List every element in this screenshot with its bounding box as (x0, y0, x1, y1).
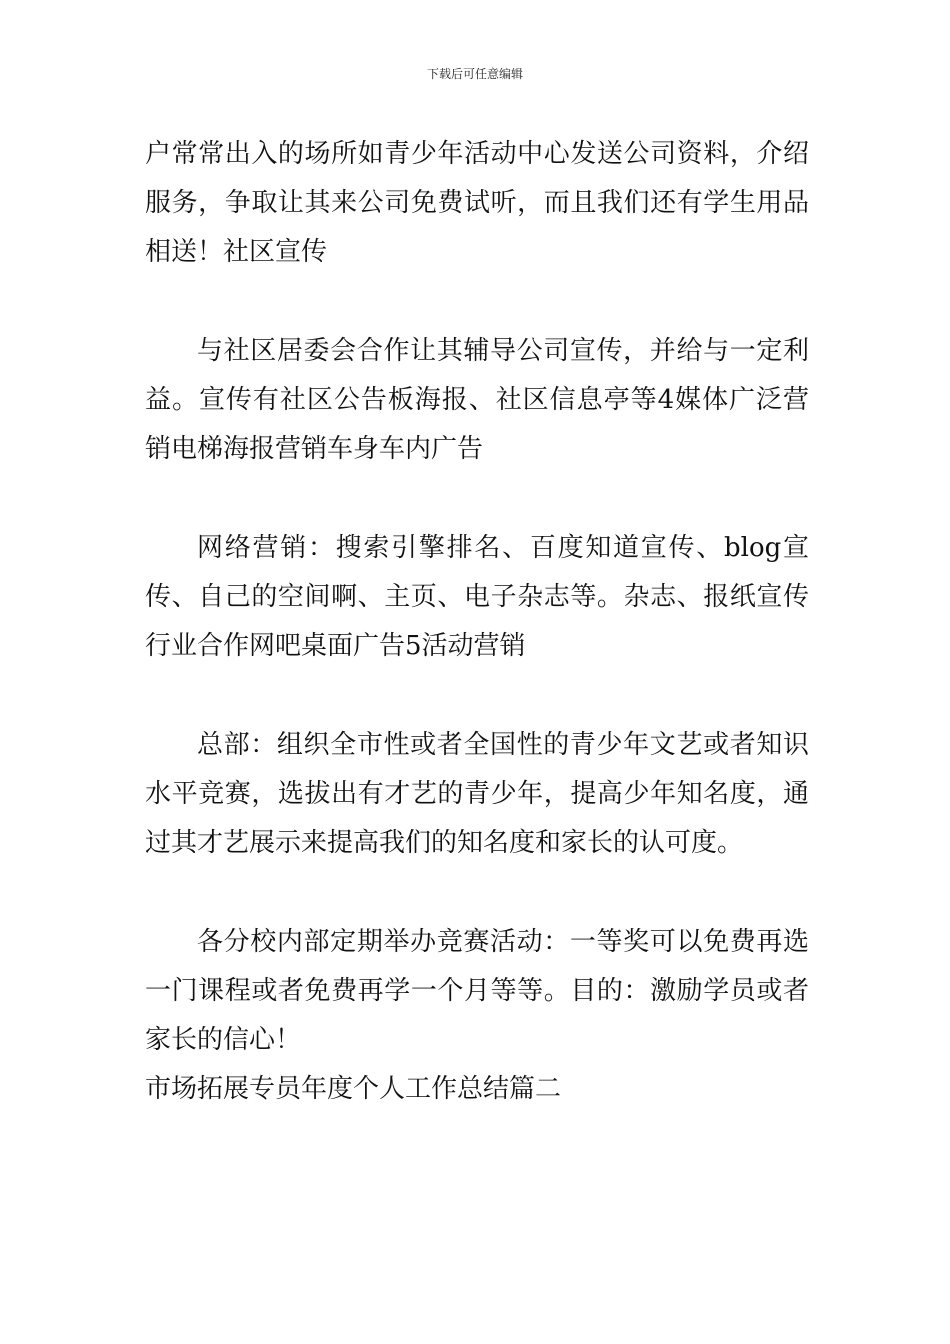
paragraph-branch-competition: 各分校内部定期举办竞赛活动：一等奖可以免费再选一门课程或者免费再学一个月等等。目的：激励学员或者家长的信心！ (145, 927, 809, 1055)
section-heading: 市场拓展专员年度个人工作总结篇二 (145, 1074, 562, 1104)
paragraph-community: 与社区居委会合作让其辅导公司宣传，并给与一定利益。宣传有社区公告板海报、社区信息亭等4媒体广泛营销电梯海报营销车身车内广告 (145, 336, 809, 464)
paragraph-headquarters: 总部：组织全市性或者全国性的青少年文艺或者知识水平竞赛，选拔出有才艺的青少年，提高少年知名度，通过其才艺展示来提高我们的知名度和家长的认可度。 (145, 730, 809, 858)
paragraph-network-marketing: 网络营销：搜索引擎排名、百度知道宣传、blog宣传、自己的空间啊、主页、电子杂志等。杂志、报纸宣传行业合作网吧桌面广告5活动营销 (145, 533, 809, 661)
document-body (145, 130, 809, 1114)
paragraph-continuation: 户常常出入的场所如青少年活动中心发送公司资料，介绍服务，争取让其来公司免费试听，而且我们还有学生用品相送！社区宣传 (145, 139, 809, 267)
page-header: 下载后可任意编辑 (426, 67, 523, 81)
